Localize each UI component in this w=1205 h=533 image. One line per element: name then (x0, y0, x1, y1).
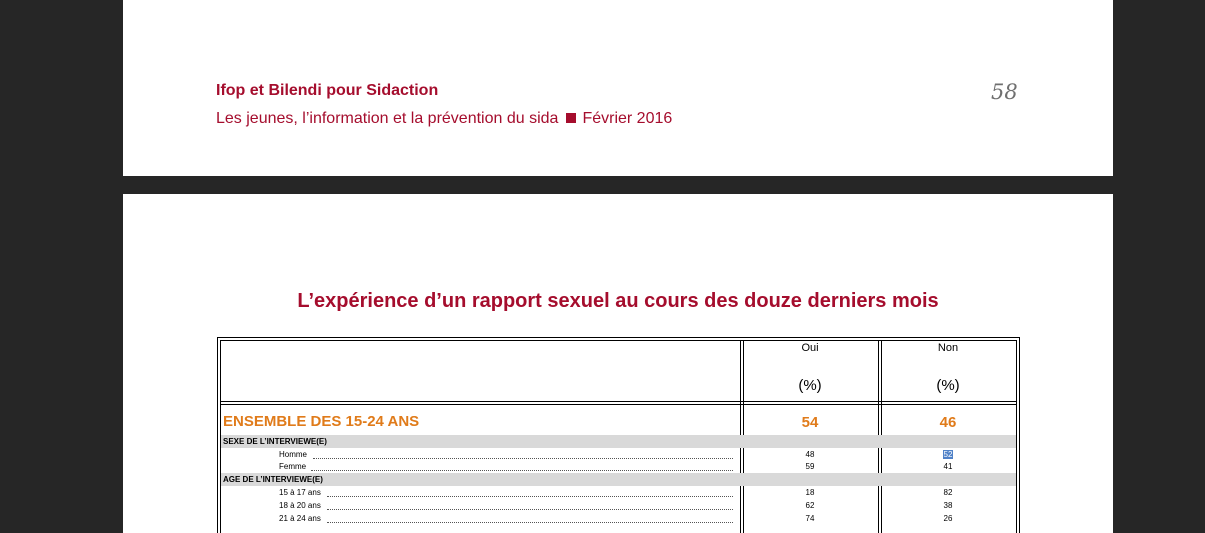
section-band (221, 435, 1016, 448)
cell-non: 82 (943, 488, 953, 497)
ensemble-oui: 54 (801, 414, 819, 431)
row-divider (220, 404, 1017, 405)
ensemble-label: ENSEMBLE DES 15-24 ANS (223, 413, 420, 430)
cell-non: 41 (943, 462, 953, 471)
leader-dots (327, 496, 733, 497)
leader-dots (327, 509, 733, 510)
leader-dots (313, 458, 733, 459)
section-band (221, 473, 1016, 486)
report-org: Ifop et Bilendi pour Sidaction (216, 82, 439, 99)
page-content-sheet (123, 194, 1113, 533)
results-table (217, 337, 1020, 533)
row-label: Femme (279, 462, 307, 471)
cell-oui: 59 (805, 462, 815, 471)
subtitle-date: Février 2016 (582, 110, 673, 127)
row-label: 21 à 24 ans (279, 514, 321, 523)
ensemble-non: 46 (939, 414, 957, 431)
report-subtitle (216, 110, 672, 128)
column-unit-oui: (%) (798, 377, 822, 394)
section-label-age: AGE DE L’INTERVIEWE(E) (223, 475, 323, 484)
row-label: 15 à 17 ans (279, 488, 321, 497)
cell-non: 26 (943, 514, 953, 523)
subtitle-text: Les jeunes, l’information et la prévention du sida (216, 110, 559, 127)
leader-dots (311, 470, 733, 471)
column-unit-non: (%) (936, 377, 960, 394)
row-label: Homme (279, 450, 308, 459)
cell-oui: 18 (805, 488, 815, 497)
selected-text[interactable]: 52 (943, 450, 953, 459)
section-label-sexe: SEXE DE L’INTERVIEWE(E) (223, 437, 327, 446)
row-divider (220, 401, 1017, 402)
page-number: 58 (991, 80, 1018, 104)
cell-non: 38 (943, 501, 953, 510)
row-label: 18 à 20 ans (279, 501, 321, 510)
leader-dots (327, 522, 733, 523)
column-header-oui: Oui (801, 342, 819, 354)
cell-non[interactable] (881, 450, 1015, 460)
page-header-sheet (123, 0, 1113, 176)
square-bullet-icon (566, 113, 576, 123)
table-title: L’expérience d’un rapport sexuel au cours des douze derniers mois (297, 290, 939, 312)
cell-oui: 74 (805, 514, 815, 523)
cell-oui: 48 (805, 450, 815, 459)
cell-oui: 62 (805, 501, 815, 510)
column-header-non: Non (937, 342, 959, 354)
